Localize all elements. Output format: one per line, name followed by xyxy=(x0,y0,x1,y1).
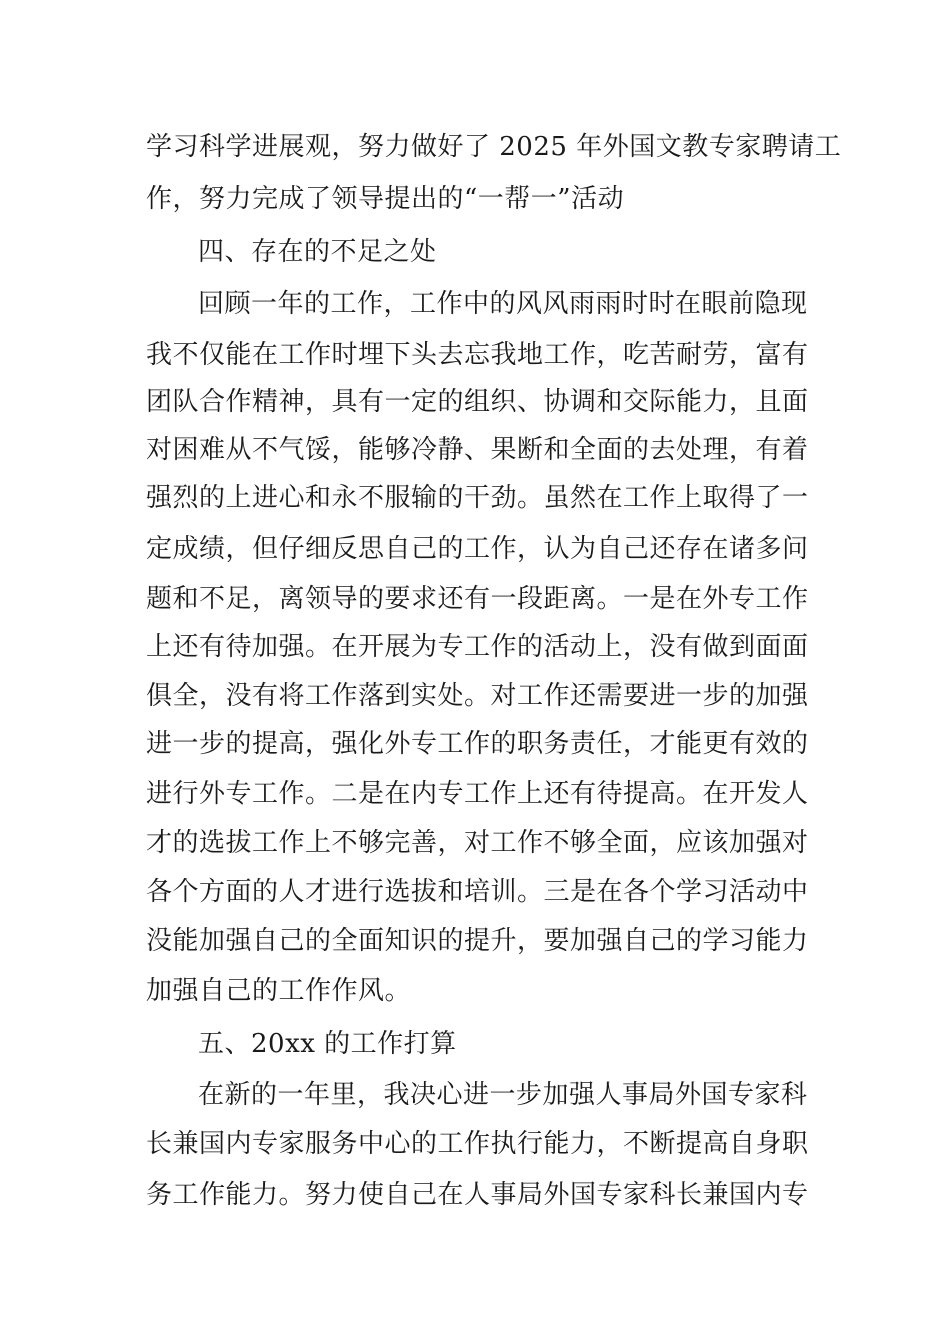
section-heading: 四、存在的不足之处 xyxy=(198,237,437,267)
text-line: 团队合作精神，具有一定的组织、协调和交际能力，且面 xyxy=(146,387,809,417)
text-line: 才的选拔工作上不够完善，对工作不够全面，应该加强对 xyxy=(146,828,809,858)
text-line: 俱全，没有将工作落到实处。对工作还需要进一步的加强 xyxy=(146,681,809,711)
text-line: 各个方面的人才进行选拔和培训。三是在各个学习活动中 xyxy=(146,877,809,907)
text-line: 进行外专工作。二是在内专工作上还有待提高。在开发人 xyxy=(146,779,809,809)
text-line: 加强自己的工作作风。 xyxy=(146,976,412,1006)
text-line: 务工作能力。努力使自己在人事局外国专家科长兼国内专 xyxy=(146,1180,809,1210)
text-line: 我不仅能在工作时埋下头去忘我地工作，吃苦耐劳，富有 xyxy=(146,340,809,370)
text-line: 回顾一年的工作，工作中的风风雨雨时时在眼前隐现 xyxy=(198,289,808,319)
text-line: 作，努力完成了领导提出的“一帮一”活动 xyxy=(146,184,625,214)
text-line: 没能加强自己的全面知识的提升，要加强自己的学习能力 xyxy=(146,926,809,956)
text-line: 上还有待加强。在开展为专工作的活动上，没有做到面面 xyxy=(146,632,809,662)
text-line: 进一步的提高，强化外专工作的职务责任，才能更有效的 xyxy=(146,729,809,759)
text-line: 长兼国内专家服务中心的工作执行能力，不断提高自身职 xyxy=(146,1129,809,1159)
text-line: 强烈的上进心和永不服输的干劲。虽然在工作上取得了一 xyxy=(146,483,809,513)
text-line: 对困难从不气馁，能够冷静、果断和全面的去处理，有着 xyxy=(146,435,809,465)
section-heading: 五、20xx 的工作打算 xyxy=(198,1029,457,1059)
text-line: 定成绩，但仔细反思自己的工作，认为自己还存在诸多问 xyxy=(146,534,809,564)
text-line: 在新的一年里，我决心进一步加强人事局外国专家科 xyxy=(198,1080,808,1110)
text-line: 学习科学进展观，努力做好了 2025 年外国文教专家聘请工 xyxy=(146,132,842,162)
text-line: 题和不足，离领导的要求还有一段距离。一是在外专工作 xyxy=(146,584,809,614)
